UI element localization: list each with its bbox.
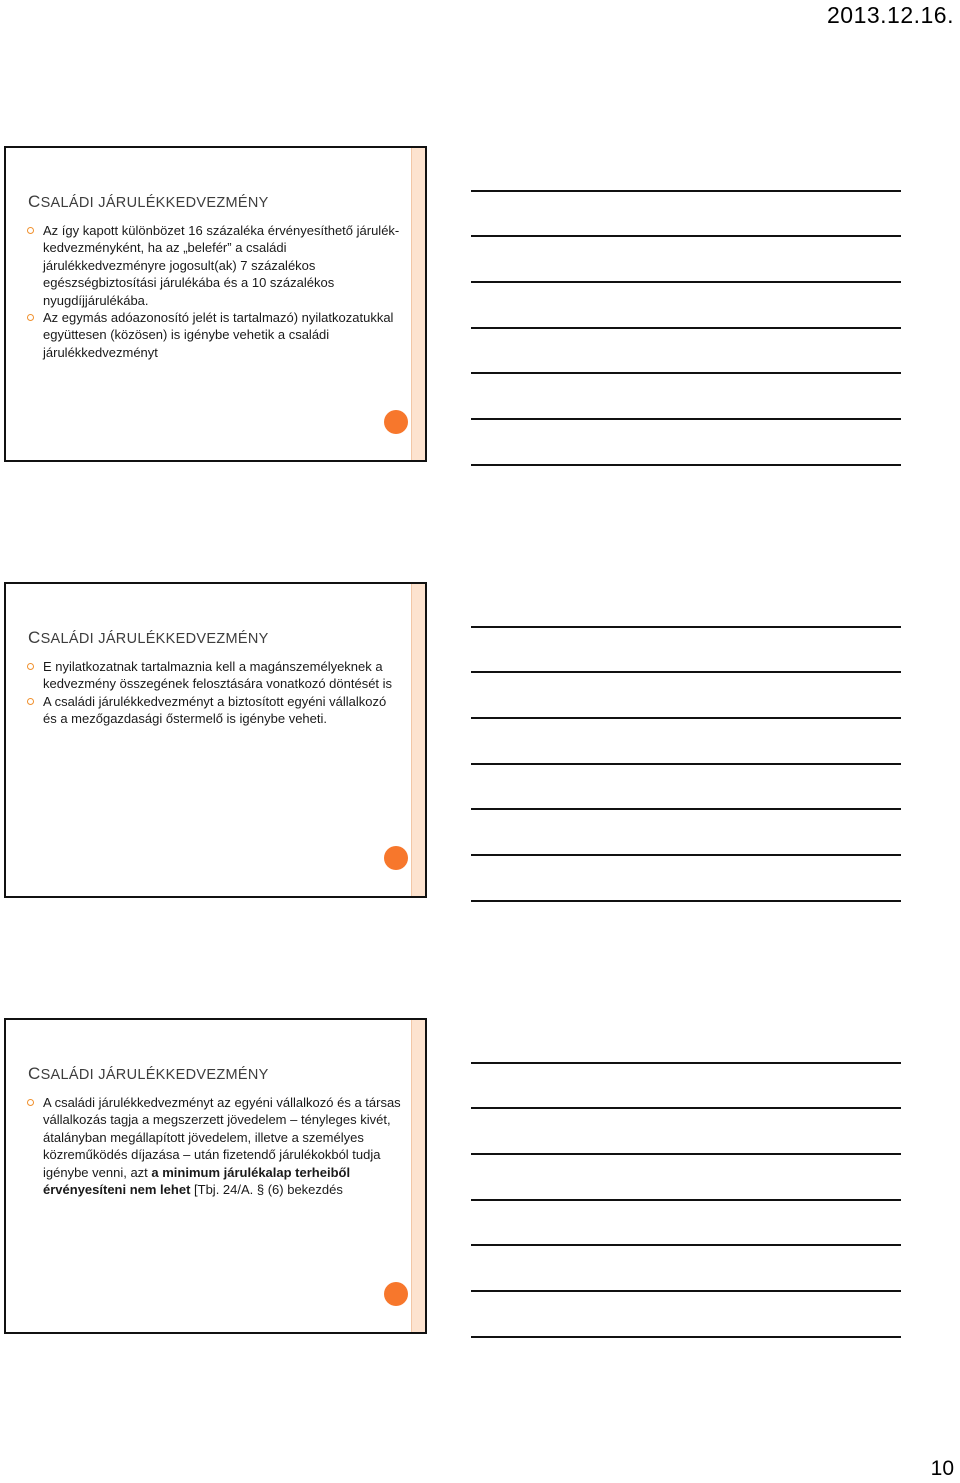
note-line	[471, 327, 901, 329]
note-line	[471, 854, 901, 856]
bullet-list	[25, 658, 401, 728]
note-line	[471, 190, 901, 192]
slide-title-rest: SALÁDI JÁRULÉKKEDVEZMÉNY	[40, 1067, 269, 1083]
slide-2	[4, 582, 427, 898]
note-line	[471, 1290, 901, 1292]
orange-dot-icon	[384, 1282, 408, 1306]
note-line	[471, 626, 901, 628]
bullet-item	[25, 658, 401, 693]
circle-bullet-icon	[27, 698, 34, 705]
bullet-text-bold: a minimum járulékalap terheiből érvényesíteni nem lehet	[43, 1164, 351, 1198]
note-line	[471, 1199, 901, 1201]
bullet-item	[25, 693, 401, 728]
orange-dot-icon	[384, 846, 408, 870]
note-line	[471, 808, 901, 810]
slide-title	[28, 628, 269, 648]
slide-title-initial: C	[28, 192, 41, 211]
circle-bullet-icon	[27, 1099, 34, 1106]
bullet-item	[25, 222, 401, 309]
note-line	[471, 763, 901, 765]
bullet-text: A családi járulékkedvezményt a biztosított egyéni vállalkozó és a mezőgazdasági őstermelő is igénybe veheti.	[43, 693, 387, 727]
note-line	[471, 1062, 901, 1064]
slide-accent-stripe	[411, 148, 425, 460]
bullet-text: Az így kapott különbözet 16 százaléka érvényesíthető járulék-kedvezményként, ha az „belefér” a családi járulékkedvezményre jogosult(ak) 7 százalékos egészségbiztosítási járulékába és a 10 százalékos nyugdíjjárulékába.	[43, 223, 400, 308]
bullet-text-part: A családi járulékkedvezményt az egyéni vállalkozó és a társas vállalkozás tagja a megszerzett jövedelem – tényleges kivét, átalányban megállapított jövedelem, illetve a személyes közreműködés díjazása – után fizetendő járulékokból tudja igénybe venni, azt	[43, 1095, 401, 1180]
slide-title	[28, 1064, 269, 1084]
orange-dot-icon	[384, 410, 408, 434]
note-line	[471, 235, 901, 237]
note-line	[471, 281, 901, 283]
slide-title-rest: SALÁDI JÁRULÉKKEDVEZMÉNY	[40, 631, 269, 647]
bullet-text: Az egymás adóazonosító jelét is tartalmazó) nyilatkozatukkal együttesen (közösen) is igénybe vehetik a családi járulékkedvezményt	[43, 310, 394, 360]
note-line	[471, 717, 901, 719]
note-line	[471, 671, 901, 673]
slide-title-initial: C	[28, 1064, 41, 1083]
bullet-item	[25, 309, 401, 361]
page-number: 10	[930, 1457, 954, 1480]
slide-title-rest: SALÁDI JÁRULÉKKEDVEZMÉNY	[40, 195, 269, 211]
page-date: 2013.12.16.	[826, 2, 954, 28]
slide-3	[4, 1018, 427, 1334]
slide-title-initial: C	[28, 628, 41, 647]
slide-accent-stripe	[411, 1020, 425, 1332]
bullet-list	[25, 222, 401, 361]
note-line	[471, 1244, 901, 1246]
bullet-item	[25, 1094, 401, 1198]
slide-1	[4, 146, 427, 462]
note-line	[471, 372, 901, 374]
bullet-list	[25, 1094, 401, 1198]
slide-accent-stripe	[411, 584, 425, 896]
note-line	[471, 418, 901, 420]
note-line	[471, 1107, 901, 1109]
circle-bullet-icon	[27, 227, 34, 234]
note-line	[471, 1336, 901, 1338]
slide-title	[28, 192, 269, 212]
note-line	[471, 1153, 901, 1155]
note-line	[471, 464, 901, 466]
note-line	[471, 900, 901, 902]
circle-bullet-icon	[27, 663, 34, 670]
circle-bullet-icon	[27, 314, 34, 321]
bullet-text-part: [Tbj. 24/A. § (6) bekezdés	[190, 1182, 343, 1198]
bullet-text: E nyilatkozatnak tartalmaznia kell a magánszemélyeknek a kedvezmény összegének felosztására vonatkozó döntését is	[43, 659, 393, 692]
